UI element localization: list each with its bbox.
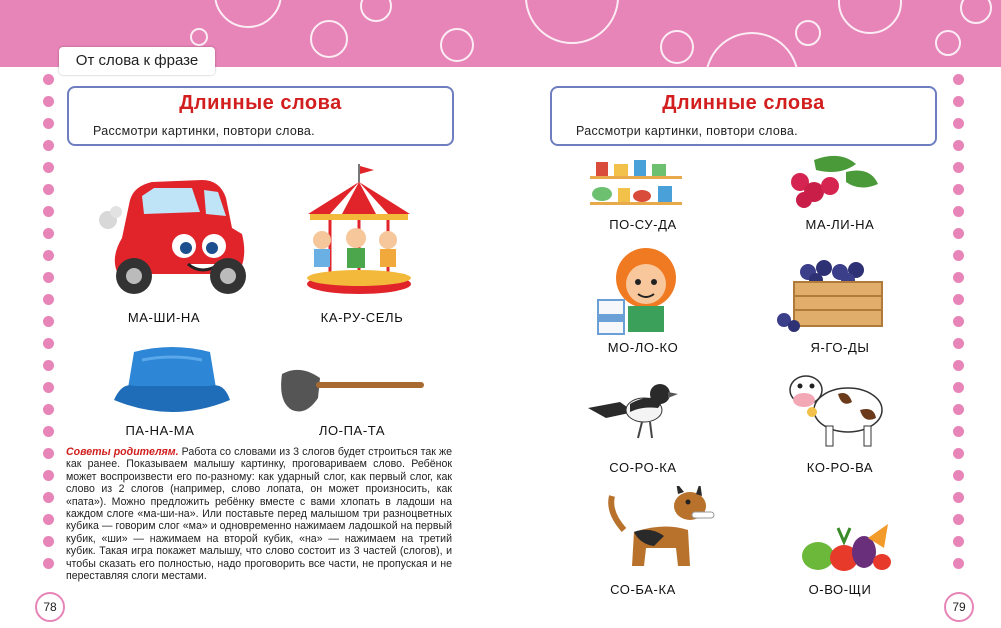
- advice-text: Работа со словами из 3 слогов будет строиться так же как ранее. Показываем малышу картинку, проговариваем слово. Ребёнок может воспроизвести его по-разному: как ударный слог, как первый слог, как слово из 2 слогов (например, слово лопата, он может произносить, как «пата»). Можно предложить ребёнку вместе с вами хлопать в ладоши на каждом слоге «ма-ши-на». Или поставьте перед малышом три разноцветных кубика — говорим слог «ма» и одновременно нажимаем ладошкой на первый кубик, «ши» — нажимаем на второй кубик, «на» — нажимаем на третий кубик. Такая игра покажет малышу, что слово состоит из 3 частей (слогов), и чтобы сказать его полностью, надо проговорить все части, не пропуская и не переставляя слоги местами.: [66, 446, 452, 583]
- word-caption: МА-ШИ-НА: [127, 310, 201, 325]
- shovel-icon: [276, 362, 426, 418]
- word-caption: СО-БА-КА: [610, 582, 676, 597]
- section-label: От слова к фразе: [59, 47, 215, 75]
- milk-boy-icon: [594, 244, 686, 336]
- word-caption: СО-РО-КА: [609, 460, 677, 475]
- left-page-subtitle: Рассмотри картинки, повтори слова.: [93, 124, 315, 138]
- raspberry-icon: [786, 152, 882, 212]
- word-caption: Я-ГО-ДЫ: [810, 340, 870, 355]
- vegetables-icon: [798, 518, 892, 576]
- word-caption: ЛО-ПА-ТА: [318, 423, 386, 438]
- word-caption: ПО-СУ-ДА: [609, 217, 677, 232]
- car-icon: [92, 168, 252, 303]
- dishes-icon: [588, 158, 684, 210]
- dog-icon: [604, 486, 716, 580]
- magpie-icon: [586, 378, 680, 444]
- word-caption: МО-ЛО-КО: [607, 340, 679, 355]
- panama-hat-icon: [112, 346, 232, 418]
- carousel-icon: [300, 162, 418, 302]
- berries-crate-icon: [774, 258, 886, 332]
- left-title-box: [67, 86, 454, 146]
- right-title-box: [550, 86, 937, 146]
- word-caption: КА-РУ-СЕЛЬ: [320, 310, 404, 325]
- parent-advice: [66, 446, 452, 582]
- right-page-title: Длинные слова: [662, 92, 825, 114]
- advice-heading: Советы родителям.: [66, 446, 179, 458]
- right-page-subtitle: Рассмотри картинки, повтори слова.: [576, 124, 798, 138]
- cow-icon: [782, 362, 888, 452]
- word-caption: МА-ЛИ-НА: [805, 217, 875, 232]
- page-number-right: 79: [944, 592, 974, 622]
- word-caption: О-ВО-ЩИ: [808, 582, 872, 597]
- left-page-title: Длинные слова: [179, 92, 342, 114]
- word-caption: ПА-НА-МА: [125, 423, 195, 438]
- word-caption: КО-РО-ВА: [806, 460, 874, 475]
- page-number-left: 78: [35, 592, 65, 622]
